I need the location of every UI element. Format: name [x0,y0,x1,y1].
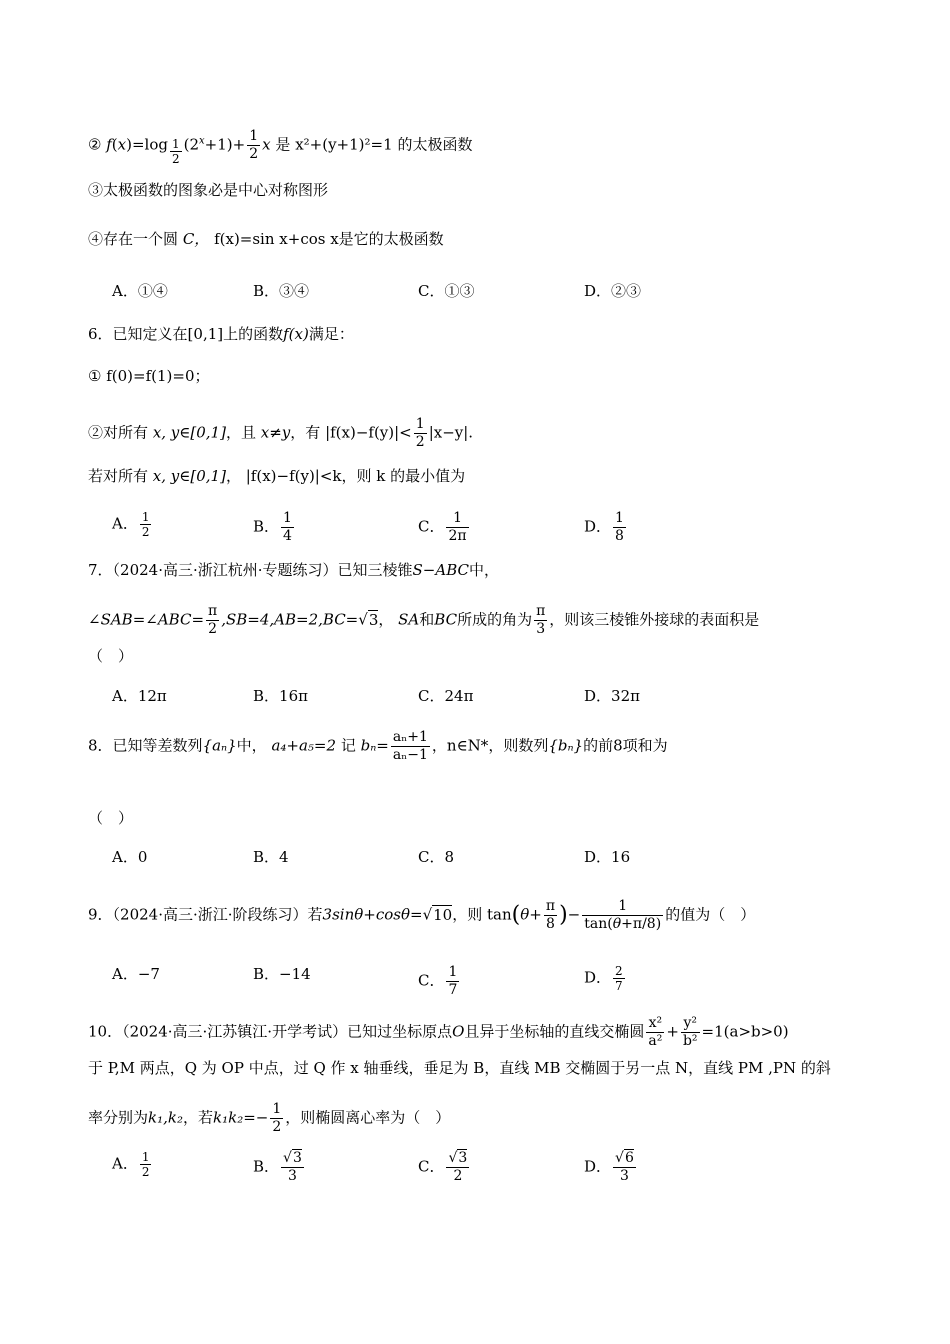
q6-c2-c: ，且 [225,423,256,442]
q6-c2-g: |x−y|. [428,423,474,442]
q7-pi-over-3: $\frac{\pi}{3}$ [536,603,546,637]
circle-4-mark: ④ [88,230,104,248]
statement-4-text2: 是它的太极函数 [338,230,444,248]
statement-3 [88,180,328,200]
circle-2-mark: ② [88,135,102,154]
q8-option-a[interactable]: A．0 [112,848,148,866]
q10-stem-1: 10．（2024·高三·江苏镇江·开学考试）已知过坐标原点 [88,1022,453,1041]
q9-option-c[interactable]: C． $\frac{1}{7}$ [418,964,458,998]
q9-option-b[interactable]: B．−14 [253,965,311,983]
q7-cond-c: ， [378,610,394,629]
q5-option-a[interactable]: A．①④ [112,282,168,300]
q8-bseq: {bₙ} [548,736,584,755]
q5-option-b[interactable]: B．③④ [253,282,310,300]
q10-line3b: ，若 [183,1108,214,1127]
statement-3-text: 太极函数的图象必是中心对称图形 [103,181,329,199]
q9-option-d[interactable]: D． $\frac{2}{7}$ [584,964,623,993]
q6-stem-2: 满足： [308,325,354,343]
q8-bn: bₙ= [360,736,389,755]
q6-stem-1: 6．已知定义在[0,1]上的函数 [88,325,284,343]
q8-paren: （ ） [88,809,134,827]
q7-sabc: S−ABC [412,561,469,579]
q7-angle: 所成的角为 [457,610,533,629]
q7-and: 和 [419,610,435,629]
q10-stem [88,1015,789,1050]
q6-condition-3 [88,466,465,486]
q10-option-d[interactable]: D． $\frac{√6}{3}$ [584,1150,634,1184]
q10-line-2: 于 P,M 两点，Q 为 OP 中点，过 Q 作 x 轴垂线，垂足为 B，直线 MB 交椭圆于另一点 N，直线 PM ,PN 的斜 [88,1059,831,1077]
q9-tan-1: tan [487,905,512,924]
statement-4-circle-c: C， [182,230,210,248]
q6-c1-mark: ① [88,367,102,385]
q10-option-c[interactable]: C． $\frac{√3}{2}$ [418,1150,468,1184]
q6-c2-mark: ② [88,423,104,442]
q6-c3-e: ，则 k 的最小值为 [341,467,466,485]
q6-c3-c: ， [225,467,241,485]
q7-conditions [88,603,759,638]
q10-o: O [452,1022,465,1041]
q7-pi-over-2: $\frac{\pi}{2}$ [208,603,218,637]
q6-c1-math: f(0)=f(1)=0； [106,367,210,385]
statement-2-math: f [106,135,112,154]
statement-4 [88,229,444,249]
q6-half-fraction: $\frac{1}{2}$ [415,416,425,450]
q8-tail: ，则数列 [488,736,549,755]
q8-stem [88,729,668,764]
q8-stem-1: 8．已知等差数列 [88,736,203,755]
statement-4-text1: 存在一个圆 [103,230,179,248]
q6-c3-b: x, y∈[0,1] [152,467,226,485]
q10-plus: + [666,1022,679,1041]
q9-minus: − [567,905,581,924]
q7-cond-b: ,SB=4,AB=2,BC= [221,610,359,629]
q8-option-b[interactable]: B．4 [253,848,289,866]
q7-sqrt3: 3 [368,610,379,629]
q6-c3-d: |f(x)−f(y)|<k [245,467,342,485]
statement-2-text1: 是 [275,135,291,154]
q7-option-c[interactable]: C．24π [418,687,474,705]
q10-option-a[interactable]: A． $\frac{1}{2}$ [112,1150,150,1179]
circle-3-mark: ③ [88,181,104,199]
q7-bc: BC [434,610,458,629]
q7-cond-a: ∠SAB=∠ABC= [88,610,205,629]
q6-option-a[interactable]: A． $\frac{1}{2}$ [112,510,150,539]
q9-cond: 3sinθ+cosθ= [322,905,423,924]
q10-line3c: ，则椭圆离心率为（ ） [285,1108,451,1127]
q6-stem [88,324,354,344]
statement-4-math: f(x)=sin x+cos x [214,230,339,248]
q6-c2-b: x, y∈[0,1] [152,423,226,442]
q6-option-c[interactable]: C． $\frac{1}{2\pi}$ [418,510,467,544]
q6-option-d[interactable]: D． $\frac{1}{8}$ [584,510,624,544]
q10-half-fraction: $\frac{1}{2}$ [272,1101,282,1135]
q9-sqrt10: 10 [433,905,453,924]
q7-option-b[interactable]: B．16π [253,687,308,705]
q10-eq: =1(a>b>0) [701,1022,789,1041]
q9-reciprocal-fraction: $\frac{1}{\tan(\theta+\pi/8)}$ [584,898,662,932]
q10-line-3 [88,1101,450,1136]
q8-cond: a₄+a₅=2 [271,736,337,755]
q7-option-d[interactable]: D．32π [584,687,640,705]
q10-kk: k₁k₂=− [213,1108,269,1127]
q8-bn-fraction: $\frac{\text{aₙ+1}}{\text{aₙ−1}}$ [392,729,428,763]
q10-k: k₁,k₂ [148,1108,183,1127]
q9-stem: 9．（2024·高三·浙江·阶段练习）若3sinθ+cosθ=√10，则 tan(θ+ $\frac{\pi}{8}$ )− $\frac{1}{\tan(\theta+\pi/8)}$ 的值为（ ） [88,898,756,932]
q5-option-c[interactable]: C．①③ [418,282,475,300]
q8-option-c[interactable]: C．8 [418,848,455,866]
q10-x-fraction: $\frac{\text{x²}}{\text{a²}}$ [648,1015,663,1049]
q6-c2-a: 对所有 [103,423,149,442]
q9-theta: θ+ [520,905,542,924]
q5-option-d[interactable]: D．②③ [584,282,642,300]
q10-line3a: 率分别为 [88,1108,149,1127]
q7-stem-1: 7．（2024·高三·浙江杭州·专题练习）已知三棱锥 [88,561,413,579]
q6-c2-d: x≠y [260,423,291,442]
q8-mid: 中， [236,736,267,755]
q6-condition-2 [88,416,473,451]
q8-option-d[interactable]: D．16 [584,848,631,866]
q7-sa: SA [398,610,420,629]
q6-c2-f: |f(x)−f(y)|< [325,423,412,442]
q7-sqrt-sign: √ [358,610,368,629]
statement-2-text2: 的太极函数 [397,135,473,154]
q9-sqrt-sign: √ [422,905,433,924]
q6-option-b[interactable]: B． $\frac{1}{4}$ [253,510,292,544]
statement-2: ② f(x)=log $_{\frac{1}{2}}$ $(2^x+1)+$ $\frac{1}{2}$ x 是 x²+(y+1)²=1 的太极函数 [88,128,473,166]
q9-stem-1: 9．（2024·高三·浙江·阶段练习）若 [88,905,323,924]
q6-condition-1 [88,366,210,386]
q8-an: {aₙ} [202,736,237,755]
q7-stem [88,560,499,580]
q9-ze: ，则 [452,905,483,924]
q6-c2-e: ，有 [290,423,321,442]
q6-c3-a: 若对所有 [88,467,149,485]
q10-y-fraction: $\frac{\text{y²}}{\text{b²}}$ [682,1015,698,1049]
q7-option-a[interactable]: A．12π [112,687,167,705]
q9-tail: 的值为（ ） [665,905,756,924]
statement-2-circle-eq: x²+(y+1)²=1 [295,135,393,154]
q10-option-b[interactable]: B． $\frac{√3}{3}$ [253,1150,302,1184]
q8-ji: 记 [340,736,356,755]
q6-fx: f(x) [283,325,309,343]
q9-pi-over-8: $\frac{\pi}{8}$ [545,898,556,932]
q8-n: ，n∈N* [431,736,489,755]
q9-option-a[interactable]: A．−7 [112,965,160,983]
q7-tail: ，则该三棱锥外接球的表面积是 [549,610,760,629]
q7-stem-1b: 中， [469,561,500,579]
q7-paren: （ ） [88,647,134,665]
q10-stem-1b: 且异于坐标轴的直线交椭圆 [464,1022,645,1041]
q8-tail2: 的前8项和为 [583,736,668,755]
